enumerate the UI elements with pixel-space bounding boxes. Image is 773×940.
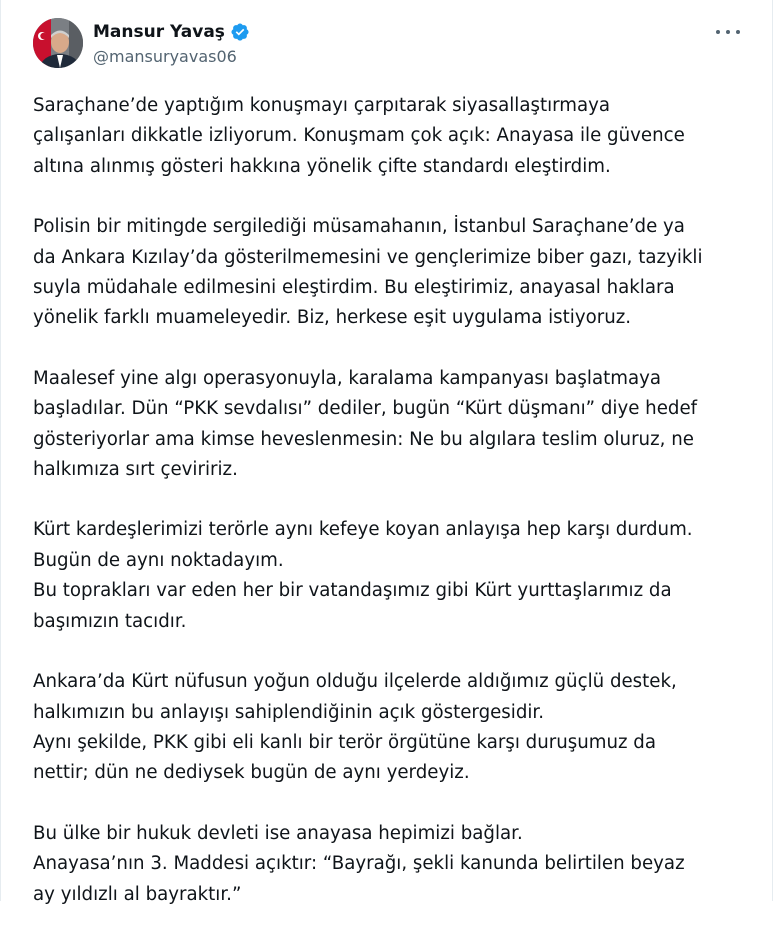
user-handle[interactable]: @mansuryavas06 [93,47,237,66]
tweet-text-line: Aynı şekilde, PKK gibi eli kanlı bir terör örgütüne karşı duruşumuz da [33,731,656,753]
more-options-button[interactable] [716,22,740,42]
tweet-text-line: altına alınmış gösteri hakkına yönelik çifte standardı eleştirdim. [33,155,611,177]
tweet-paragraph [33,91,758,182]
tweet-text-line: halkımıza sırt çeviririz. [33,459,238,481]
tweet-text-line: Kürt kardeşlerimizi terörle aynı kefeye koyan anlayışa hep karşı durdum. [33,519,693,541]
tweet-paragraph [33,819,758,910]
tweet-text-line: suyla müdahale edilmesini eleştirdim. Bu eleştirimiz, anayasal haklara [33,277,675,299]
more-horizontal-icon [716,30,720,34]
tweet-header [33,18,752,70]
verified-badge-icon [230,22,250,42]
more-horizontal-icon [726,30,730,34]
avatar-photo [33,18,83,68]
tweet-text-line: Maalesef yine algı operasyonuyla, karalama kampanyası başlatmaya [33,367,661,389]
tweet-text [33,91,758,940]
tweet-text-line: Ankara’da Kürt nüfusun yoğun olduğu ilçelerde aldığımız güçlü destek, [33,671,677,693]
user-info [93,20,250,66]
tweet-text-line: yönelik farklı muameleyedir. Biz, herkese eşit uygulama istiyoruz. [33,307,632,329]
display-name[interactable]: Mansur Yavaş [93,22,225,42]
tweet-text-line: Bugün de aynı noktadayım. [33,549,284,571]
more-horizontal-icon [736,30,740,34]
tweet-text-line: başladılar. Dün “PKK sevdalısı” dediler, bugün “Kürt düşmanı” diye hedef [33,398,698,420]
tweet-paragraph [33,667,758,789]
tweet-text-line: Anayasa’nın 3. Maddesi açıktır: “Bayrağı, şekli kanunda belirtilen beyaz [33,853,685,875]
tweet-text-line: gösteriyorlar ama kimse heveslenmesin: Ne bu algılara teslim oluruz, ne [33,428,694,450]
tweet-paragraph [33,364,758,486]
tweet-text-line: başımızın tacıdır. [33,610,187,632]
tweet-text-line: da Ankara Kızılay’da gösterilmemesini ve gençlerimize biber gazı, tazyikli [33,246,703,268]
tweet-text-line: Saraçhane’de yaptığım konuşmayı çarpıtarak siyasallaştırmaya [33,95,611,116]
tweet-text-line: Bu toprakları var eden her bir vatandaşımız gibi Kürt yurttaşlarımız da [33,580,672,602]
name-row [93,20,250,44]
avatar[interactable] [33,18,83,68]
tweet-text-line: Bu ülke bir hukuk devleti ise anayasa hepimizi bağlar. [33,822,523,844]
tweet-text-line: çalışanları dikkatle izliyorum. Konuşmam çok açık: Anayasa ile güvence [33,125,685,147]
tweet-paragraph [33,515,758,637]
tweet-text-line: ay yıldızlı al bayraktır.” [33,883,242,905]
tweet-text-line: nettir; dün ne dediysek bugün de aynı yerdeyiz. [33,762,470,784]
tweet-text-line: halkımızın bu anlayışı sahiplendiğinin açık göstergesidir. [33,701,545,723]
tweet-paragraph [33,212,758,334]
tweet-text-line: Polisin bir mitingde sergilediği müsamahanın, İstanbul Saraçhane’de ya [33,216,685,238]
